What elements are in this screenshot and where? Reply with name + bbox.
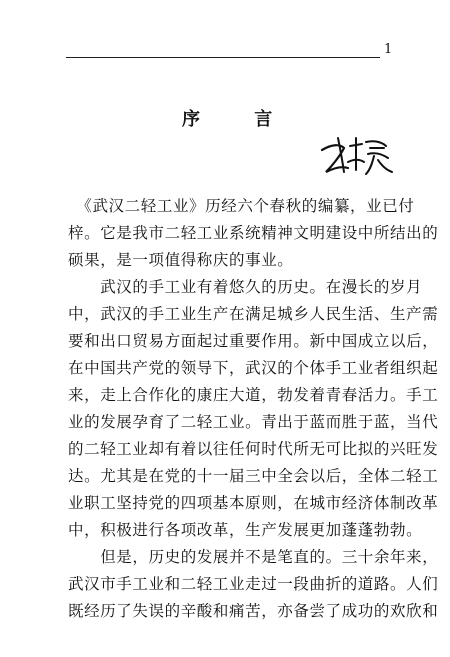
text-line: 中，积极进行各项改革，生产发展更加蓬蓬勃勃。 xyxy=(68,521,423,539)
header-rule xyxy=(66,57,380,58)
page-number: 1 xyxy=(384,42,393,57)
text-line: 硕果，是一项值得称庆的事业。 xyxy=(68,251,294,269)
text-line: 梓。它是我市二轻工业系统精神文明建设中所结出的 xyxy=(68,224,439,242)
text-line: 业职工坚持党的四项基本原则，在城市经济体制改革 xyxy=(68,494,439,512)
text-line: 《武汉二轻工业》历经六个春秋的编纂，业已付 xyxy=(68,197,415,215)
text-line: 既经历了失误的辛酸和痛苦，亦备尝了成功的欢欣和 xyxy=(68,602,439,620)
text-line: 武汉市手工业和二轻工业走过一段曲折的道路。人们 xyxy=(68,575,439,593)
paragraph-3 xyxy=(68,544,438,625)
text-line: 业的发展孕育了二轻工业。青出于蓝而胜于蓝，当代 xyxy=(68,413,439,431)
text-line: 在中国共产党的领导下，武汉的个体手工业者组织起 xyxy=(68,359,439,377)
author-signature xyxy=(318,132,394,178)
section-heading: 序 言 xyxy=(182,109,297,130)
text-line: 的二轻工业却有着以往任何时代所无可比拟的兴旺发 xyxy=(68,440,439,458)
paragraph-2 xyxy=(68,274,438,544)
text-line: 但是，历史的发展并不是笔直的。三十余年来， xyxy=(68,548,439,566)
paragraph-1 xyxy=(68,193,438,274)
text-line: 中，武汉的手工业生产在满足城乡人民生活、生产需 xyxy=(68,305,439,323)
text-line: 要和出口贸易方面起过重要作用。新中国成立以后， xyxy=(68,332,439,350)
text-line: 达。尤其是在党的十一届三中全会以后，全体二轻工 xyxy=(68,467,439,485)
text-line: 来，走上合作化的康庄大道，勃发着青春活力。手工 xyxy=(68,386,439,404)
text-line: 武汉的手工业有着悠久的历史。在漫长的岁月 xyxy=(68,278,423,296)
